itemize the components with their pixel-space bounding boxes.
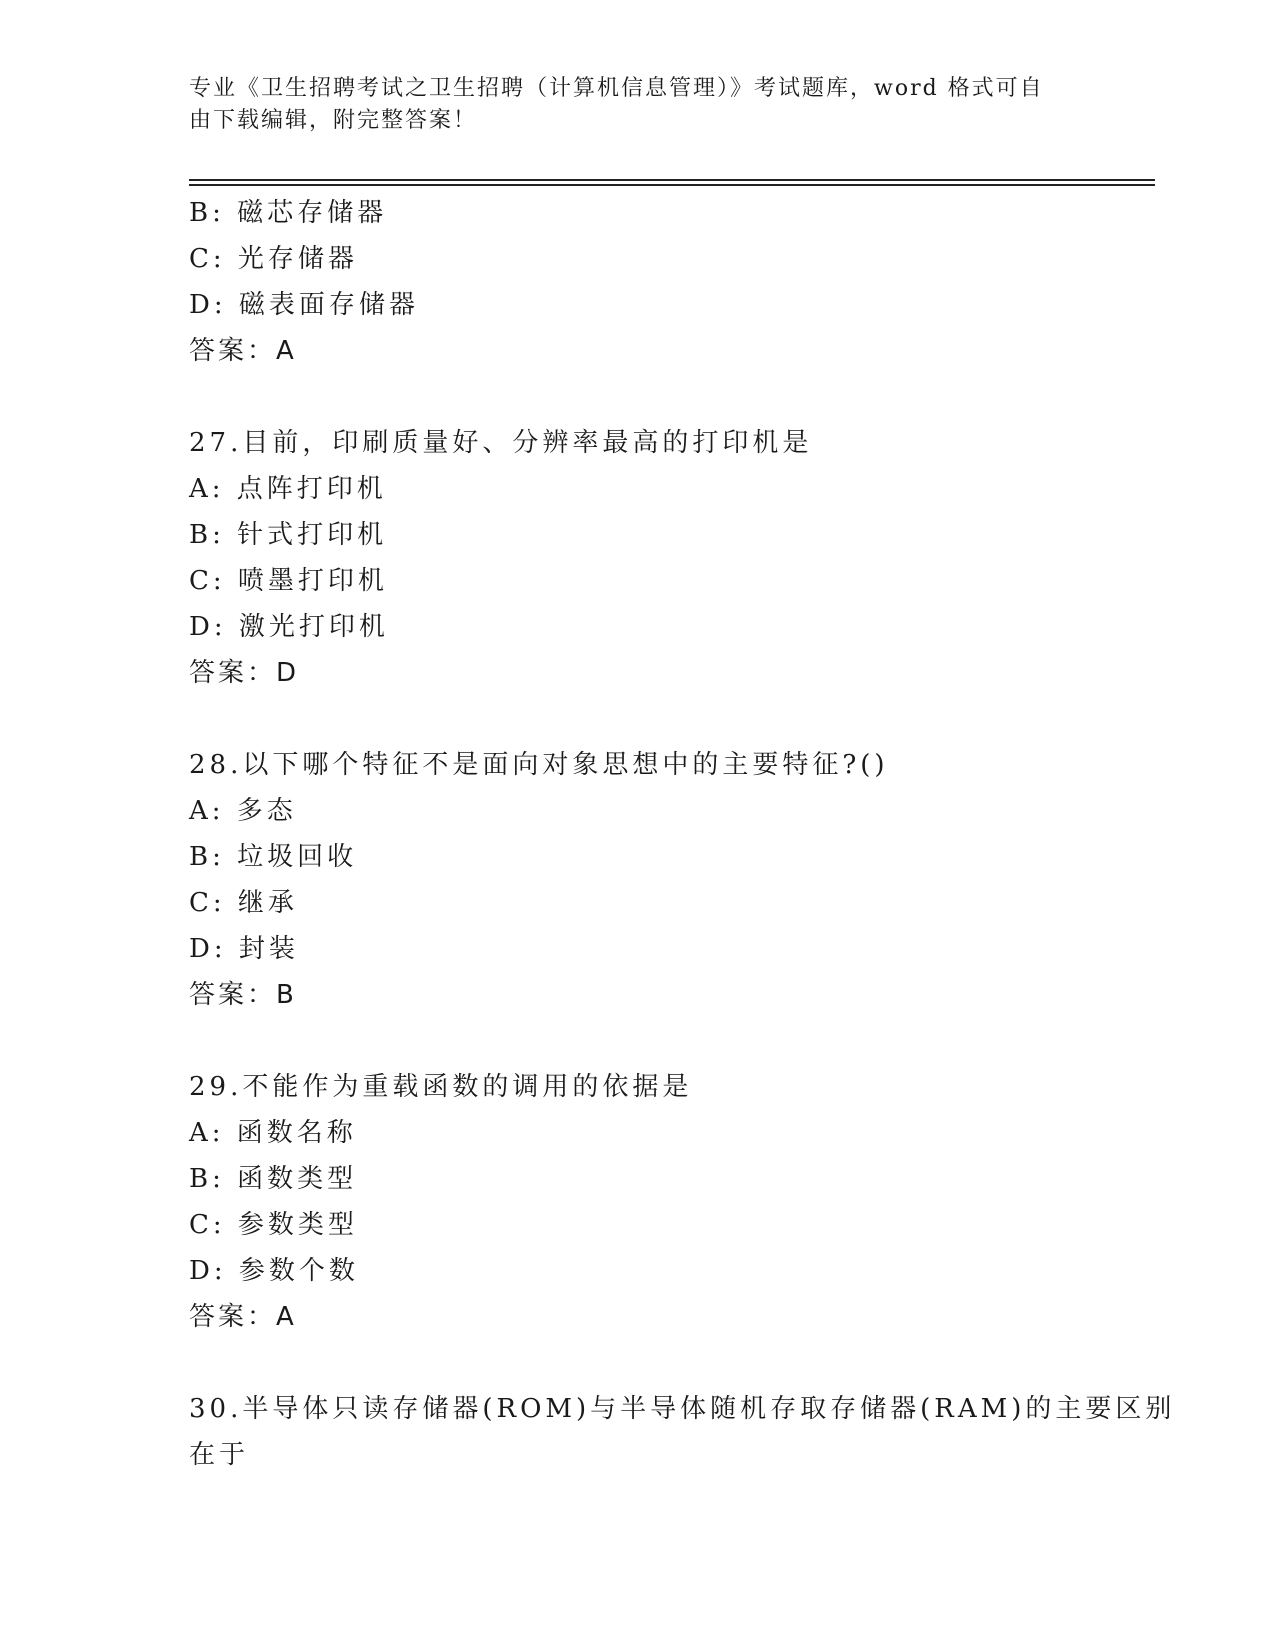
question-text: 29.不能作为重载函数的调用的依据是 <box>189 1072 693 1102</box>
question-block-30 <box>189 1386 1176 1478</box>
spacer <box>189 1340 1139 1386</box>
option-a: A: 多态 <box>189 796 297 826</box>
question-text-line-2: 在于 <box>189 1440 250 1470</box>
option-d: D: 参数个数 <box>189 1256 359 1286</box>
spacer <box>189 1018 1139 1064</box>
option-b: B: 函数类型 <box>189 1164 358 1194</box>
spacer <box>189 696 1139 742</box>
question-text: 27.目前，印刷质量好、分辨率最高的打印机是 <box>189 428 813 458</box>
header-divider-bottom <box>189 184 1155 186</box>
answer-line: 答案：A <box>189 1302 297 1332</box>
answer-line: 答案：B <box>189 980 297 1010</box>
question-text-line-1: 30.半导体只读存储器(ROM)与半导体随机存取存储器(RAM)的主要区别 <box>189 1394 1176 1424</box>
question-text: 28.以下哪个特征不是面向对象思想中的主要特征?() <box>189 750 889 780</box>
option-c: C: 参数类型 <box>189 1210 358 1240</box>
document-header <box>189 73 1089 137</box>
option-a: A: 函数名称 <box>189 1118 357 1148</box>
option-d: D: 磁表面存储器 <box>189 290 419 320</box>
question-block-28 <box>189 742 1139 1018</box>
answer-line: 答案：D <box>189 658 300 688</box>
option-b: B: 垃圾回收 <box>189 842 358 872</box>
header-line-1: 专业《卫生招聘考试之卫生招聘（计算机信息管理）》考试题库，word 格式可自 <box>189 76 1044 101</box>
option-b: B: 针式打印机 <box>189 520 388 550</box>
question-block-29 <box>189 1064 1139 1340</box>
question-list <box>189 190 1176 1478</box>
answer-line: 答案：A <box>189 336 297 366</box>
option-d: D: 激光打印机 <box>189 612 389 642</box>
option-c: C: 喷墨打印机 <box>189 566 388 596</box>
question-block-27 <box>189 420 1139 696</box>
option-b: B: 磁芯存储器 <box>189 198 388 228</box>
option-c: C: 光存储器 <box>189 244 358 274</box>
option-a: A: 点阵打印机 <box>189 474 387 504</box>
header-divider-top <box>189 179 1155 181</box>
option-d: D: 封装 <box>189 934 299 964</box>
option-c: C: 继承 <box>189 888 298 918</box>
question-block-26-continued <box>189 190 1139 374</box>
header-line-2: 由下载编辑，附完整答案！ <box>189 108 478 133</box>
spacer <box>189 374 1139 420</box>
